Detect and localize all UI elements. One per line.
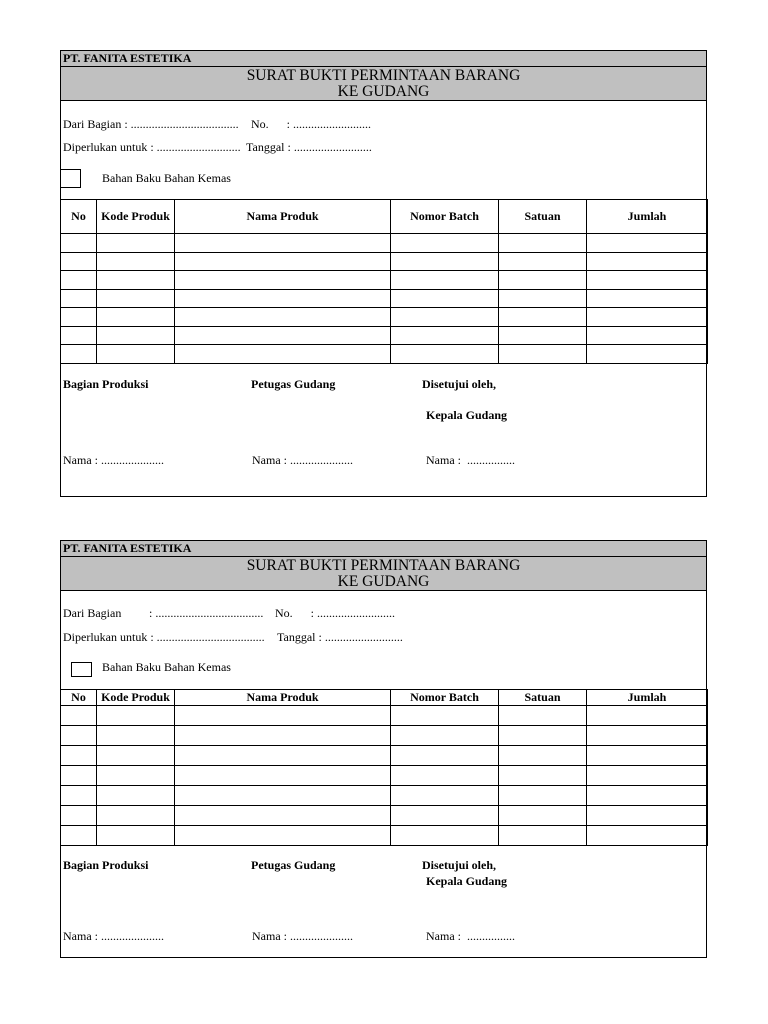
cell-nomor-batch[interactable] xyxy=(391,806,499,826)
table-row xyxy=(61,746,708,766)
cell-kode-produk[interactable] xyxy=(97,289,175,308)
col-header-nomor-batch: Nomor Batch xyxy=(391,690,499,706)
cell-satuan[interactable] xyxy=(499,234,587,253)
cell-kode-produk[interactable] xyxy=(97,234,175,253)
nama-field-produksi[interactable]: Nama : ..................... xyxy=(63,929,164,943)
cell-jumlah[interactable] xyxy=(587,345,708,364)
cell-kode-produk[interactable] xyxy=(97,252,175,271)
request-form-2 xyxy=(60,540,707,958)
cell-nama-produk[interactable] xyxy=(175,289,391,308)
sig-kepala-gudang: Kepala Gudang xyxy=(426,874,508,888)
col-header-satuan: Satuan xyxy=(499,690,587,706)
dari-bagian-field[interactable]: Dari Bagian : .................................... xyxy=(63,117,239,131)
cell-no[interactable] xyxy=(61,706,97,726)
col-header-nama-produk: Nama Produk xyxy=(175,200,391,234)
cell-kode-produk[interactable] xyxy=(97,345,175,364)
cell-satuan[interactable] xyxy=(499,308,587,327)
cell-satuan[interactable] xyxy=(499,726,587,746)
col-header-nama-produk: Nama Produk xyxy=(175,690,391,706)
table-row xyxy=(61,786,708,806)
cell-satuan[interactable] xyxy=(499,826,587,846)
cell-jumlah[interactable] xyxy=(587,766,708,786)
cell-satuan[interactable] xyxy=(499,289,587,308)
cell-no[interactable] xyxy=(61,726,97,746)
cell-no[interactable] xyxy=(61,252,97,271)
form-title-line-1: SURAT BUKTI PERMINTAAN BARANG xyxy=(246,67,521,84)
cell-nomor-batch[interactable] xyxy=(391,786,499,806)
cell-nama-produk[interactable] xyxy=(175,706,391,726)
sig-disetujui-oleh: Disetujui oleh, xyxy=(422,377,497,391)
cell-no[interactable] xyxy=(61,345,97,364)
cell-satuan[interactable] xyxy=(499,766,587,786)
cell-nomor-batch[interactable] xyxy=(391,766,499,786)
cell-kode-produk[interactable] xyxy=(97,766,175,786)
cell-nomor-batch[interactable] xyxy=(391,271,499,290)
cell-nama-produk[interactable] xyxy=(175,326,391,345)
no-field[interactable]: No. : .......................... xyxy=(275,606,395,620)
cell-nomor-batch[interactable] xyxy=(391,289,499,308)
table-row xyxy=(61,345,708,364)
cell-kode-produk[interactable] xyxy=(97,326,175,345)
cell-nama-produk[interactable] xyxy=(175,345,391,364)
cell-nomor-batch[interactable] xyxy=(391,308,499,327)
cell-no[interactable] xyxy=(61,271,97,290)
cell-kode-produk[interactable] xyxy=(97,826,175,846)
cell-nomor-batch[interactable] xyxy=(391,826,499,846)
cell-nama-produk[interactable] xyxy=(175,252,391,271)
cell-kode-produk[interactable] xyxy=(97,786,175,806)
diperlukan-untuk-field[interactable]: Diperlukan untuk : ............................ xyxy=(63,140,241,154)
cell-nama-produk[interactable] xyxy=(175,806,391,826)
table-row xyxy=(61,726,708,746)
sig-petugas-gudang: Petugas Gudang xyxy=(251,858,336,872)
cell-no[interactable] xyxy=(61,806,97,826)
cell-jumlah[interactable] xyxy=(587,326,708,345)
table-header-row xyxy=(61,690,708,706)
nama-field-kepala[interactable]: Nama : ................ xyxy=(426,929,515,943)
cell-nama-produk[interactable] xyxy=(175,234,391,253)
cell-satuan[interactable] xyxy=(499,326,587,345)
tanggal-field[interactable]: Tanggal : .......................... xyxy=(246,140,372,154)
cell-kode-produk[interactable] xyxy=(97,706,175,726)
table-row xyxy=(61,326,708,345)
dari-bagian-label: Dari Bagian xyxy=(63,606,122,620)
cell-jumlah[interactable] xyxy=(587,271,708,290)
cell-no[interactable] xyxy=(61,326,97,345)
request-form-1 xyxy=(60,50,707,497)
sig-bagian-produksi: Bagian Produksi xyxy=(63,377,149,391)
cell-nomor-batch[interactable] xyxy=(391,746,499,766)
col-header-nomor-batch: Nomor Batch xyxy=(391,200,499,234)
material-type-checkbox[interactable] xyxy=(60,169,81,188)
cell-nomor-batch[interactable] xyxy=(391,726,499,746)
cell-jumlah[interactable] xyxy=(587,706,708,726)
diperlukan-untuk-field[interactable]: Diperlukan untuk : .................................... xyxy=(63,630,265,644)
cell-no[interactable] xyxy=(61,289,97,308)
sig-petugas-gudang: Petugas Gudang xyxy=(251,377,336,391)
col-header-satuan: Satuan xyxy=(499,200,587,234)
no-field[interactable]: No. : .......................... xyxy=(251,117,371,131)
form-title-line-1: SURAT BUKTI PERMINTAAN BARANG xyxy=(246,557,521,574)
cell-kode-produk[interactable] xyxy=(97,806,175,826)
cell-nama-produk[interactable] xyxy=(175,308,391,327)
cell-nama-produk[interactable] xyxy=(175,826,391,846)
table-row xyxy=(61,252,708,271)
dari-bagian-field[interactable]: : .................................... xyxy=(149,606,264,620)
col-header-no: No xyxy=(61,690,97,706)
checkbox-label: Bahan Baku Bahan Kemas xyxy=(102,171,231,185)
cell-satuan[interactable] xyxy=(499,806,587,826)
cell-no[interactable] xyxy=(61,826,97,846)
col-header-jumlah: Jumlah xyxy=(587,690,708,706)
table-row xyxy=(61,826,708,846)
cell-nama-produk[interactable] xyxy=(175,786,391,806)
company-name: PT. FANITA ESTETIKA xyxy=(61,51,706,67)
cell-jumlah[interactable] xyxy=(587,234,708,253)
table-row xyxy=(61,766,708,786)
table-header-row xyxy=(61,200,708,234)
items-table xyxy=(60,199,708,364)
cell-jumlah[interactable] xyxy=(587,826,708,846)
cell-jumlah[interactable] xyxy=(587,308,708,327)
nama-field-petugas[interactable]: Nama : ..................... xyxy=(252,929,353,943)
table-row xyxy=(61,289,708,308)
cell-nomor-batch[interactable] xyxy=(391,326,499,345)
col-header-jumlah: Jumlah xyxy=(587,200,708,234)
cell-nama-produk[interactable] xyxy=(175,766,391,786)
cell-jumlah[interactable] xyxy=(587,806,708,826)
cell-kode-produk[interactable] xyxy=(97,308,175,327)
cell-nomor-batch[interactable] xyxy=(391,345,499,364)
cell-jumlah[interactable] xyxy=(587,252,708,271)
material-type-checkbox[interactable] xyxy=(71,662,92,677)
cell-kode-produk[interactable] xyxy=(97,746,175,766)
col-header-kode-produk: Kode Produk xyxy=(97,200,175,234)
cell-jumlah[interactable] xyxy=(587,746,708,766)
company-name: PT. FANITA ESTETIKA xyxy=(61,541,706,557)
cell-no[interactable] xyxy=(61,308,97,327)
cell-satuan[interactable] xyxy=(499,252,587,271)
cell-nomor-batch[interactable] xyxy=(391,234,499,253)
cell-nomor-batch[interactable] xyxy=(391,252,499,271)
table-row xyxy=(61,806,708,826)
table-row xyxy=(61,706,708,726)
cell-satuan[interactable] xyxy=(499,746,587,766)
sig-disetujui-oleh: Disetujui oleh, xyxy=(422,858,497,872)
cell-kode-produk[interactable] xyxy=(97,271,175,290)
form-title-line-2: KE GUDANG xyxy=(337,573,430,590)
col-header-no: No xyxy=(61,200,97,234)
table-row xyxy=(61,308,708,327)
nama-field-produksi[interactable]: Nama : ..................... xyxy=(63,453,164,467)
cell-jumlah[interactable] xyxy=(587,786,708,806)
tanggal-field[interactable]: Tanggal : .......................... xyxy=(277,630,403,644)
nama-field-kepala[interactable]: Nama : ................ xyxy=(426,453,515,467)
form-title-line-2: KE GUDANG xyxy=(337,83,430,100)
form-title xyxy=(61,67,706,101)
cell-satuan[interactable] xyxy=(499,271,587,290)
sig-kepala-gudang: Kepala Gudang xyxy=(426,408,508,422)
cell-satuan[interactable] xyxy=(499,706,587,726)
col-header-kode-produk: Kode Produk xyxy=(97,690,175,706)
sig-bagian-produksi: Bagian Produksi xyxy=(63,858,149,872)
form-title xyxy=(61,557,706,591)
checkbox-label: Bahan Baku Bahan Kemas xyxy=(102,660,231,674)
cell-no[interactable] xyxy=(61,766,97,786)
cell-nomor-batch[interactable] xyxy=(391,706,499,726)
cell-no[interactable] xyxy=(61,234,97,253)
cell-nama-produk[interactable] xyxy=(175,271,391,290)
cell-jumlah[interactable] xyxy=(587,289,708,308)
nama-field-petugas[interactable]: Nama : ..................... xyxy=(252,453,353,467)
cell-kode-produk[interactable] xyxy=(97,726,175,746)
cell-no[interactable] xyxy=(61,746,97,766)
cell-jumlah[interactable] xyxy=(587,726,708,746)
cell-satuan[interactable] xyxy=(499,786,587,806)
cell-no[interactable] xyxy=(61,786,97,806)
cell-nama-produk[interactable] xyxy=(175,746,391,766)
items-table xyxy=(60,689,708,846)
cell-nama-produk[interactable] xyxy=(175,726,391,746)
table-row xyxy=(61,271,708,290)
table-row xyxy=(61,234,708,253)
cell-satuan[interactable] xyxy=(499,345,587,364)
